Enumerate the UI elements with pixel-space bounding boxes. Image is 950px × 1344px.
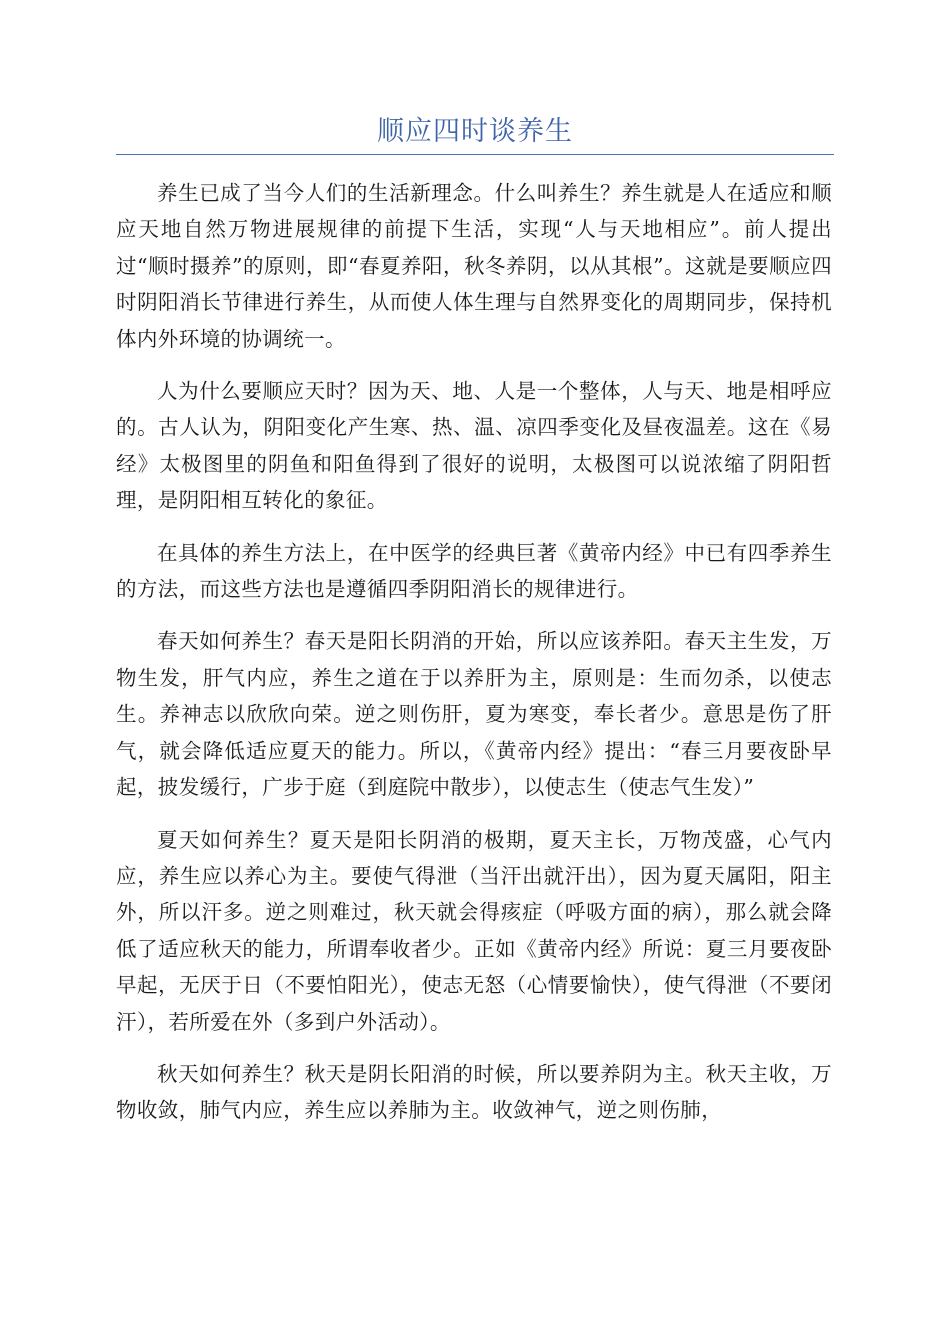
paragraph-methods: 在具体的养生方法上，在中医学的经典巨著《黄帝内经》中已有四季养生的方法，而这些方法也是遵循四季阴阳消长的规律进行。 [116,540,832,602]
paragraph-spring: 春天如何养生？春天是阳长阴消的开始，所以应该养阳。春天主生发，万物生发，肝气内应，养生之道在于以养肝为主，原则是：生而勿杀，以使志生。养神志以欣欣向荣。逆之则伤肝，夏为寒变，奉长者少。意思是伤了肝气，就会降低适应夏天的能力。所以，《黄帝内经》提出：“春三月要夜卧早起，披发缓行，广步于庭（到庭院中散步），以使志生（使志气生发）” [116,629,832,800]
document-title: 顺应四时谈养生 [377,116,573,147]
document-body [116,175,832,1145]
paragraph-why-follow-seasons: 人为什么要顺应天时？因为天、地、人是一个整体，人与天、地是相呼应的。古人认为，阴阳变化产生寒、热、温、凉四季变化及昼夜温差。这在《易经》太极图里的阴鱼和阳鱼得到了很好的说明，太极图可以说浓缩了阴阳哲理，是阴阳相互转化的象征。 [116,379,832,513]
title-underline-rule [116,154,834,155]
paragraph-intro: 养生已成了当今人们的生活新理念。什么叫养生？养生就是人在适应和顺应天地自然万物进展规律的前提下生活，实现“人与天地相应”。前人提出过“顺时摄养”的原则，即“春夏养阳，秋冬养阴，以从其根”。这就是要顺应四时阴阳消长节律进行养生，从而使人体生理与自然界变化的周期同步，保持机体内外环境的协调统一。 [116,181,832,351]
paragraph-summer: 夏天如何养生？夏天是阳长阴消的极期，夏天主长，万物茂盛，心气内应，养生应以养心为主。要使气得泄（当汗出就汗出），因为夏天属阳，阳主外，所以汗多。逆之则难过，秋天就会得痎症（呼吸方面的病），那么就会降低了适应秋天的能力，所谓奉收者少。正如《黄帝内经》所说：夏三月要夜卧早起，无厌于日（不要怕阳光），使志无怒（心情要愉快），使气得泄（不要闭汗），若所爱在外（多到户外活动）。 [116,827,832,1034]
paragraph-autumn: 秋天如何养生？秋天是阴长阳消的时候，所以要养阴为主。秋天主收，万物收敛，肺气内应，养生应以养肺为主。收敛神气，逆之则伤肺， [116,1061,832,1123]
